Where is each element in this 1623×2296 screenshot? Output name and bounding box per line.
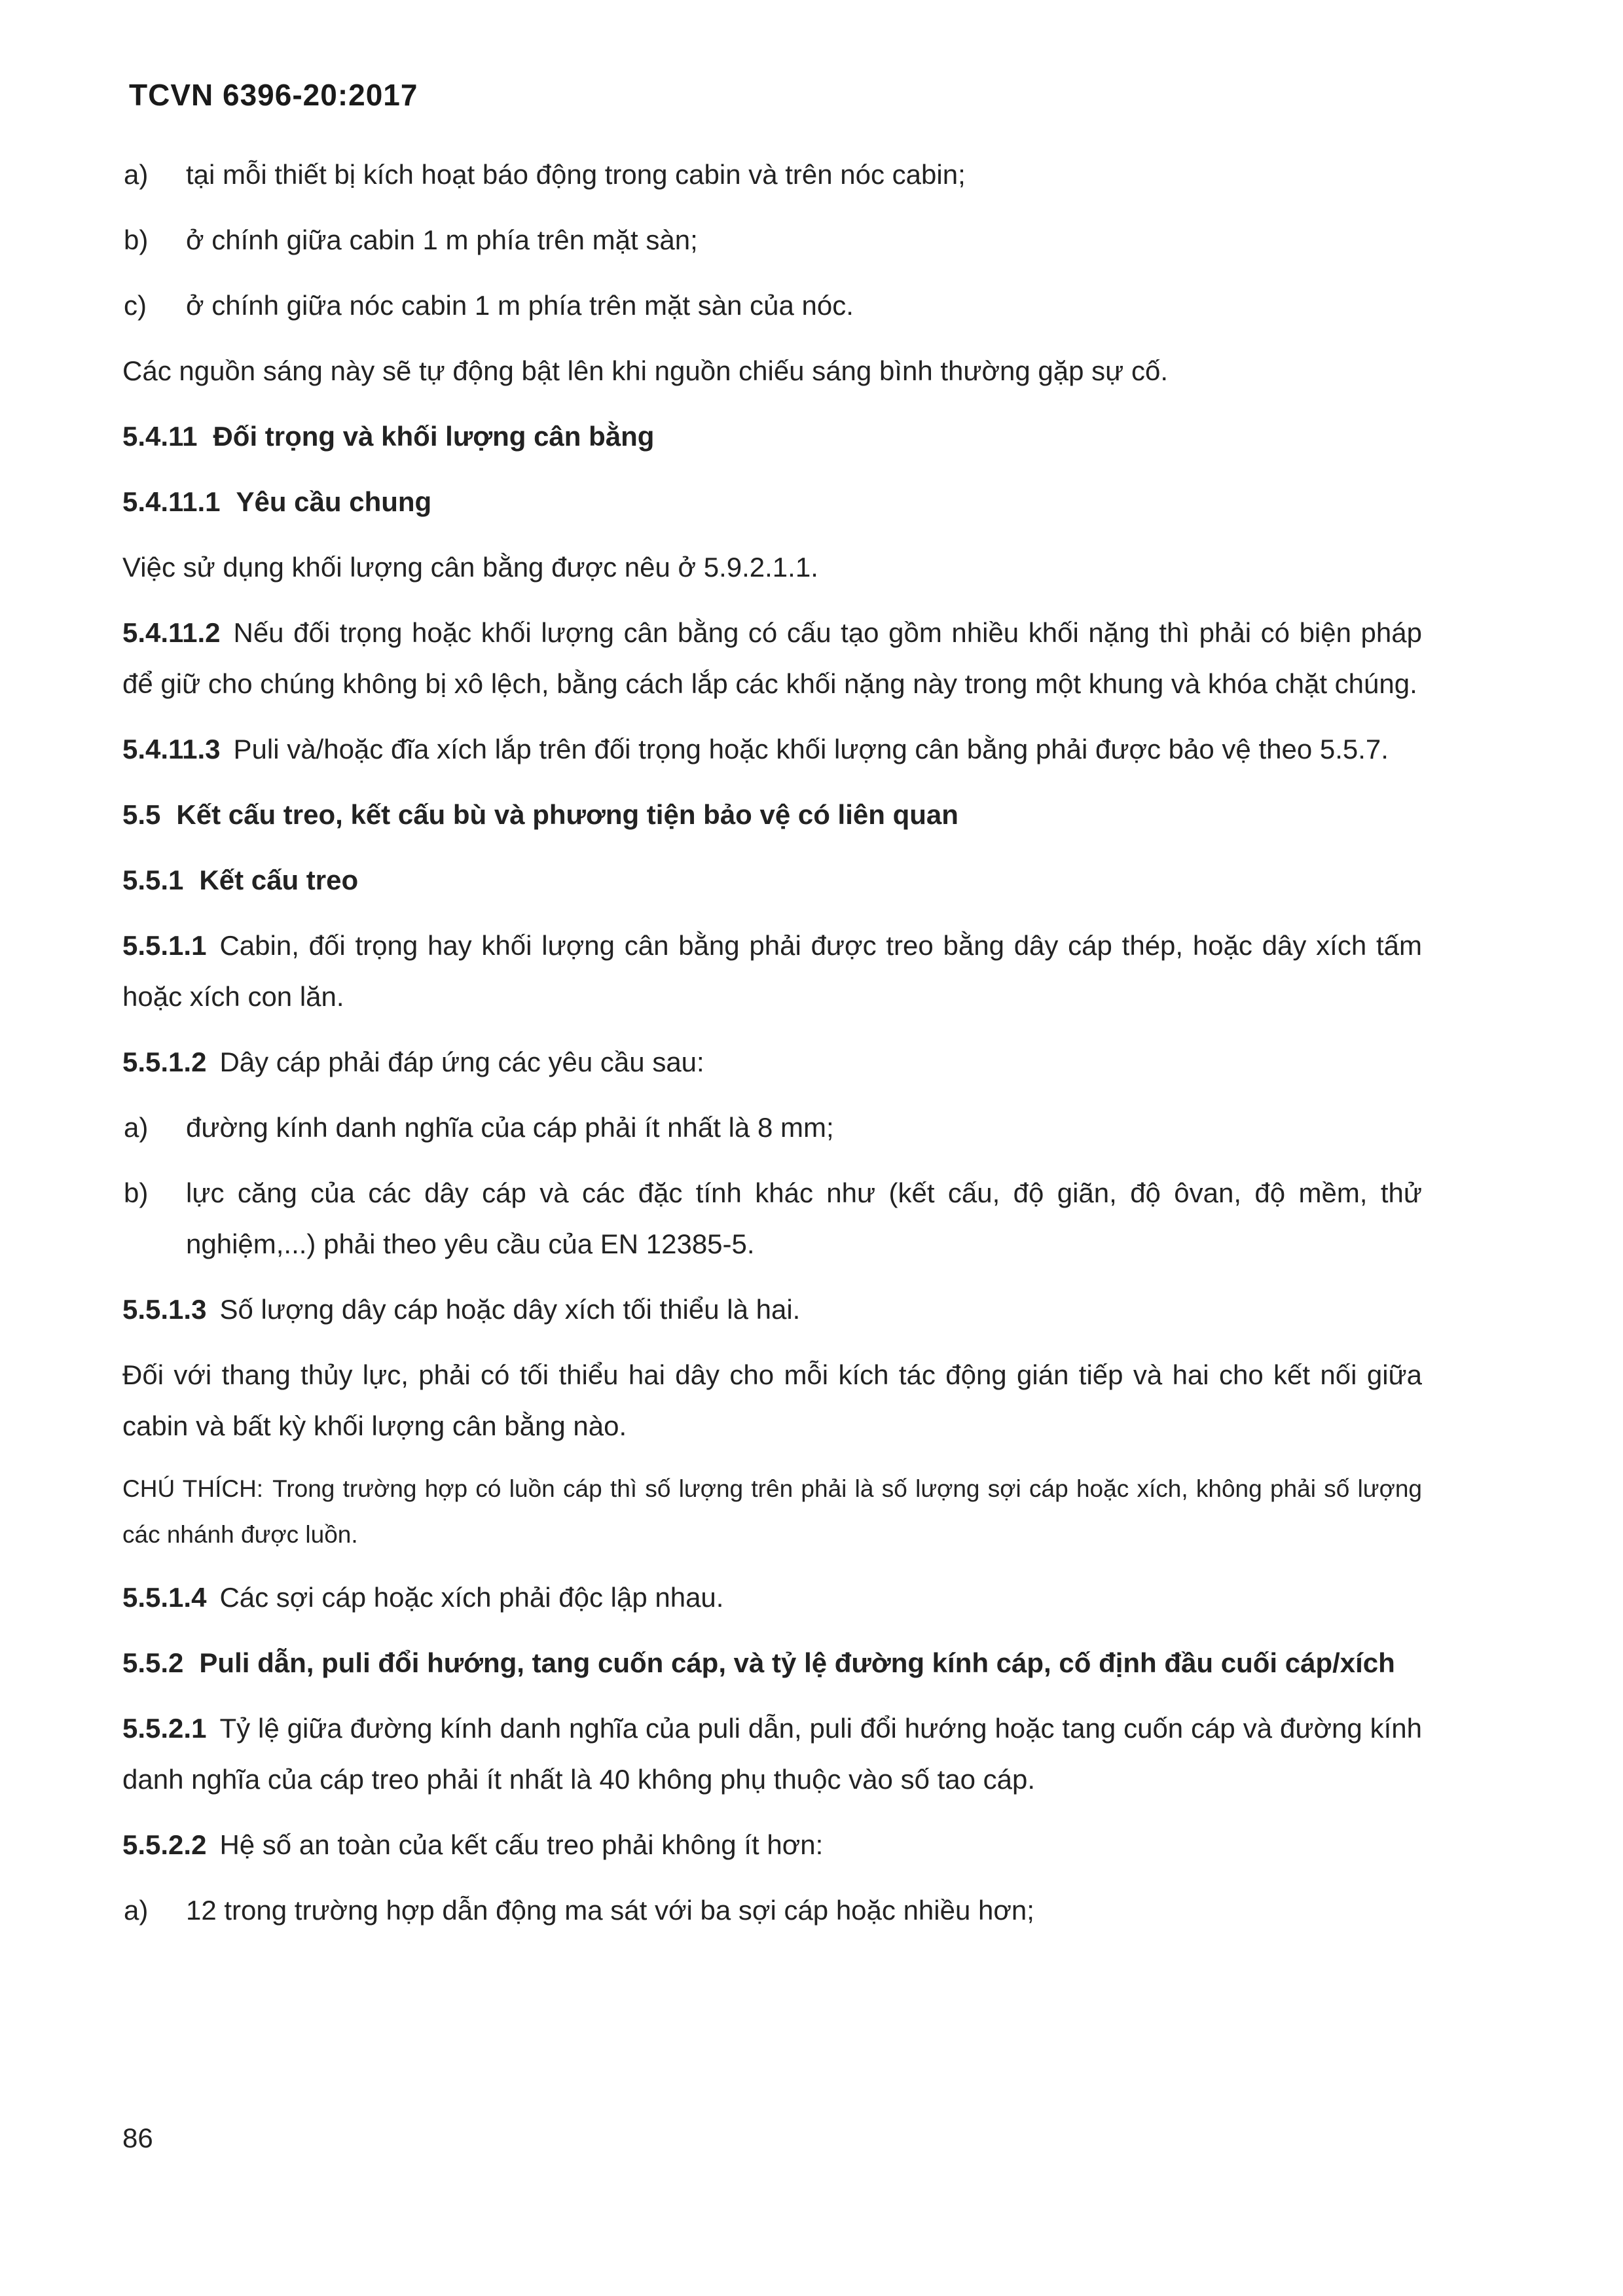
list-item-label: a) [124,159,149,190]
clause-number: 5.5.2.2 [122,1829,207,1860]
list-item [122,149,1422,200]
list-item-label: b) [124,224,149,255]
clause-text: Cabin, đối trọng hay khối lượng cân bằng phải được treo bằng dây cáp thép, hoặc dây xích tấm hoặc xích con lăn. [122,930,1422,1012]
clause-number: 5.5.2.1 [122,1713,207,1744]
clause-text: Puli và/hoặc đĩa xích lắp trên đối trọng hoặc khối lượng cân bằng phải được bảo vệ theo 5.5.7. [233,734,1389,764]
clause-number: 5.5.1.4 [122,1582,207,1613]
paragraph-light-sources: Các nguồn sáng này sẽ tự động bật lên khi nguồn chiếu sáng bình thường gặp sự cố. [122,355,1168,386]
list-item-label: c) [124,290,147,321]
document-body [122,149,1422,1950]
clause-5-4-11-2 [122,607,1422,709]
list-item [122,1885,1422,1936]
section-title: Đối trọng và khối lượng cân bằng [213,421,655,452]
section-heading-5-5 [122,789,1422,840]
clause-number: 5.4.11.3 [122,734,221,764]
section-heading-5-4-11 [122,411,1422,462]
clause-5-5-1-2 [122,1037,1422,1088]
section-number: 5.4.11.1 [122,486,221,517]
section-number: 5.5.2 [122,1647,184,1678]
paragraph-5-4-11-1: Việc sử dụng khối lượng cân bằng được nêu ở 5.9.2.1.1. [122,552,818,583]
list-item-text: tại mỗi thiết bị kích hoạt báo động trong cabin và trên nóc cabin; [186,159,966,190]
list-item [122,1168,1422,1270]
list-item-text: ở chính giữa cabin 1 m phía trên mặt sàn; [186,224,698,255]
note-label: CHÚ THÍCH: [122,1475,264,1502]
page-number: 86 [122,2123,153,2153]
section-title: Yêu cầu chung [236,486,432,517]
clause-text: Tỷ lệ giữa đường kính danh nghĩa của puli dẫn, puli đổi hướng hoặc tang cuốn cáp và đường kính danh nghĩa của cáp treo phải ít nhất là 40 không phụ thuộc vào số tao cáp. [122,1713,1422,1795]
note-text: Trong trường hợp có luồn cáp thì số lượng trên phải là số lượng sợi cáp hoặc xích, không phải số lượng các nhánh được luồn. [122,1475,1422,1548]
section-title: Puli dẫn, puli đổi hướng, tang cuốn cáp, và tỷ lệ đường kính cáp, cố định đầu cuối cáp/xích [199,1647,1395,1678]
clause-number: 5.5.1.3 [122,1294,207,1325]
list-item-label: b) [124,1177,149,1208]
clause-5-5-2-1 [122,1703,1422,1805]
section-heading-5-4-11-1 [122,476,1422,528]
clause-5-5-1-4 [122,1572,1422,1623]
clause-text: Dây cáp phải đáp ứng các yêu cầu sau: [219,1047,704,1077]
list-item [122,215,1422,266]
clause-5-5-2-2 [122,1820,1422,1871]
clause-5-4-11-3 [122,724,1422,775]
list-item-text: lực căng của các dây cáp và các đặc tính khác như (kết cấu, độ giãn, độ ôvan, độ mềm, thử nghiệm,...) phải theo yêu cầu của EN 12385-5. [186,1177,1422,1259]
clause-text: Nếu đối trọng hoặc khối lượng cân bằng có cấu tạo gồm nhiều khối nặng thì phải có biện pháp để giữ cho chúng không bị xô lệch, bằng cách lắp các khối nặng này trong một khung và khóa chặt chúng. [122,617,1422,699]
clause-text: Hệ số an toàn của kết cấu treo phải không ít hơn: [219,1829,824,1860]
list-item-label: a) [124,1112,149,1143]
list-item-text: ở chính giữa nóc cabin 1 m phía trên mặt sàn của nóc. [186,290,854,321]
section-title: Kết cấu treo [199,865,359,895]
clause-number: 5.4.11.2 [122,617,221,648]
clause-text: Số lượng dây cáp hoặc dây xích tối thiểu là hai. [219,1294,801,1325]
section-heading-5-5-2 [122,1638,1422,1689]
document-header: TCVN 6396-20:2017 [129,78,418,112]
list-item [122,280,1422,331]
clause-5-5-1-1 [122,920,1422,1022]
clause-number: 5.5.1.1 [122,930,207,961]
section-number: 5.4.11 [122,421,198,452]
section-number: 5.5.1 [122,865,184,895]
section-heading-5-5-1 [122,855,1422,906]
clause-text: Các sợi cáp hoặc xích phải độc lập nhau. [219,1582,724,1613]
list-item [122,1102,1422,1153]
clause-number: 5.5.1.2 [122,1047,207,1077]
section-title: Kết cấu treo, kết cấu bù và phương tiện bảo vệ có liên quan [176,799,958,830]
list-item-label: a) [124,1895,149,1926]
clause-5-5-1-3 [122,1284,1422,1335]
section-number: 5.5 [122,799,161,830]
list-item-text: 12 trong trường hợp dẫn động ma sát với ba sợi cáp hoặc nhiều hơn; [186,1895,1034,1926]
note [122,1466,1422,1558]
list-item-text: đường kính danh nghĩa của cáp phải ít nhất là 8 mm; [186,1112,834,1143]
paragraph-hydraulic: Đối với thang thủy lực, phải có tối thiểu hai dây cho mỗi kích tác động gián tiếp và hai cho kết nối giữa cabin và bất kỳ khối lượng cân bằng nào. [122,1359,1422,1441]
